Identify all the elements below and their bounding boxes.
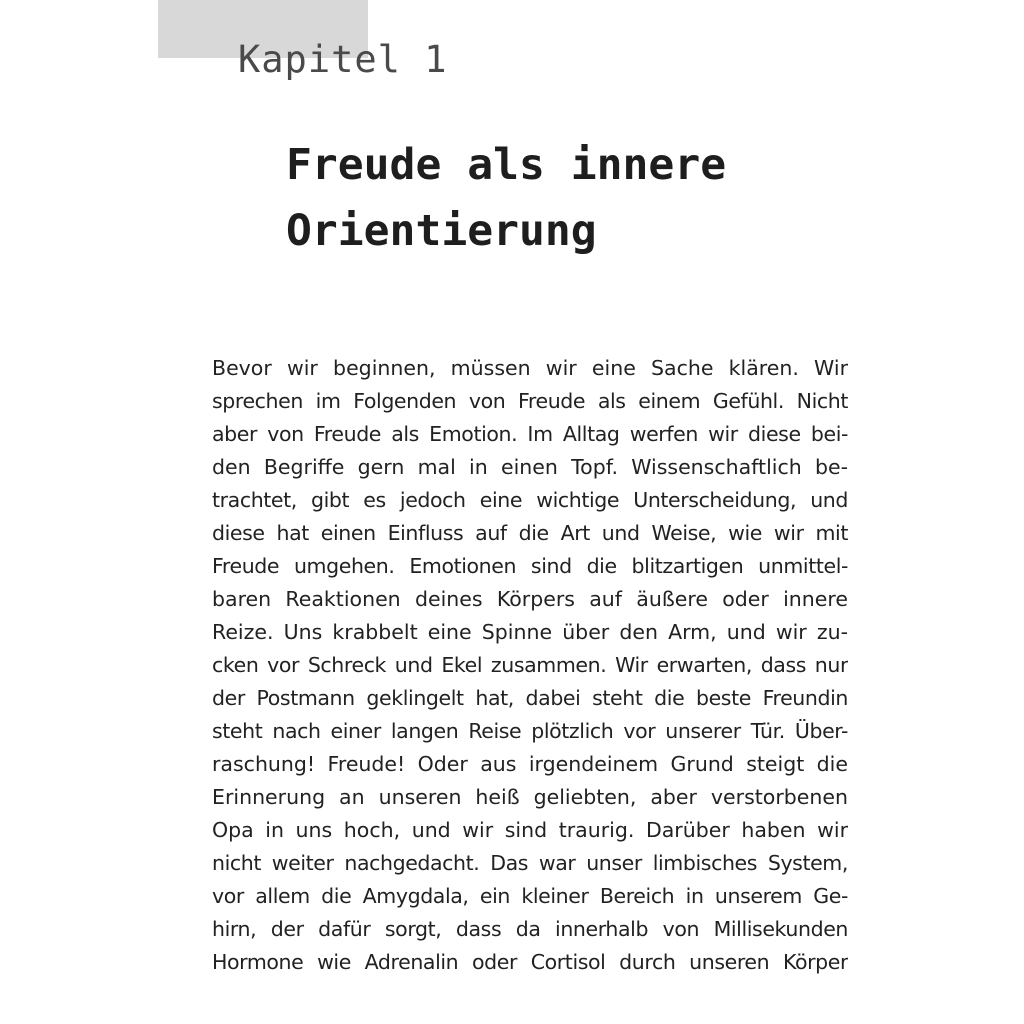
text-line: Opa in uns hoch, und wir sind traurig. Darüber haben wir <box>212 818 848 842</box>
text-line: Freude umgehen. Emotionen sind die blitzartigen unmittel- <box>212 554 848 578</box>
text-line: Bevor wir beginnen, müssen wir eine Sache klären. Wir <box>212 356 848 380</box>
text-line: Hormone wie Adrenalin oder Cortisol durch unseren Körper <box>212 950 848 974</box>
text-line: trachtet, gibt es jedoch eine wichtige Unterscheidung, und <box>212 488 848 512</box>
text-line: Reize. Uns krabbelt eine Spinne über den Arm, und wir zu- <box>212 620 848 644</box>
chapter-title-line-1: Freude als innere <box>286 140 727 190</box>
text-line: cken vor Schreck und Ekel zusammen. Wir erwarten, dass nur <box>212 653 848 677</box>
text-line: nicht weiter nachgedacht. Das war unser limbisches System, <box>212 851 848 875</box>
text-line: vor allem die Amygdala, ein kleiner Bereich in unserem Ge- <box>212 884 848 908</box>
text-line: aber von Freude als Emotion. Im Alltag werfen wir diese bei- <box>212 422 848 446</box>
text-line: baren Reaktionen deines Körpers auf äußere oder innere <box>212 587 848 611</box>
text-line: der Postmann geklingelt hat, dabei steht die beste Freundin <box>212 686 848 710</box>
text-line: hirn, der dafür sorgt, dass da innerhalb von Millisekunden <box>212 917 848 941</box>
chapter-title <box>286 132 926 264</box>
text-line: raschung! Freude! Oder aus irgendeinem Grund steigt die <box>212 752 848 776</box>
chapter-number: Kapitel 1 <box>238 38 448 81</box>
text-line: diese hat einen Einfluss auf die Art und Weise, wie wir mit <box>212 521 848 545</box>
chapter-title-line-2: Orientierung <box>286 206 597 256</box>
text-line: Erinnerung an unseren heiß geliebten, aber verstorbenen <box>212 785 848 809</box>
text-line: steht nach einer langen Reise plötzlich vor unserer Tür. Über- <box>212 719 848 743</box>
text-line: sprechen im Folgenden von Freude als einem Gefühl. Nicht <box>212 389 848 413</box>
body-paragraph <box>212 352 848 979</box>
text-line: den Begriffe gern mal in einen Topf. Wissenschaftlich be- <box>212 455 848 479</box>
